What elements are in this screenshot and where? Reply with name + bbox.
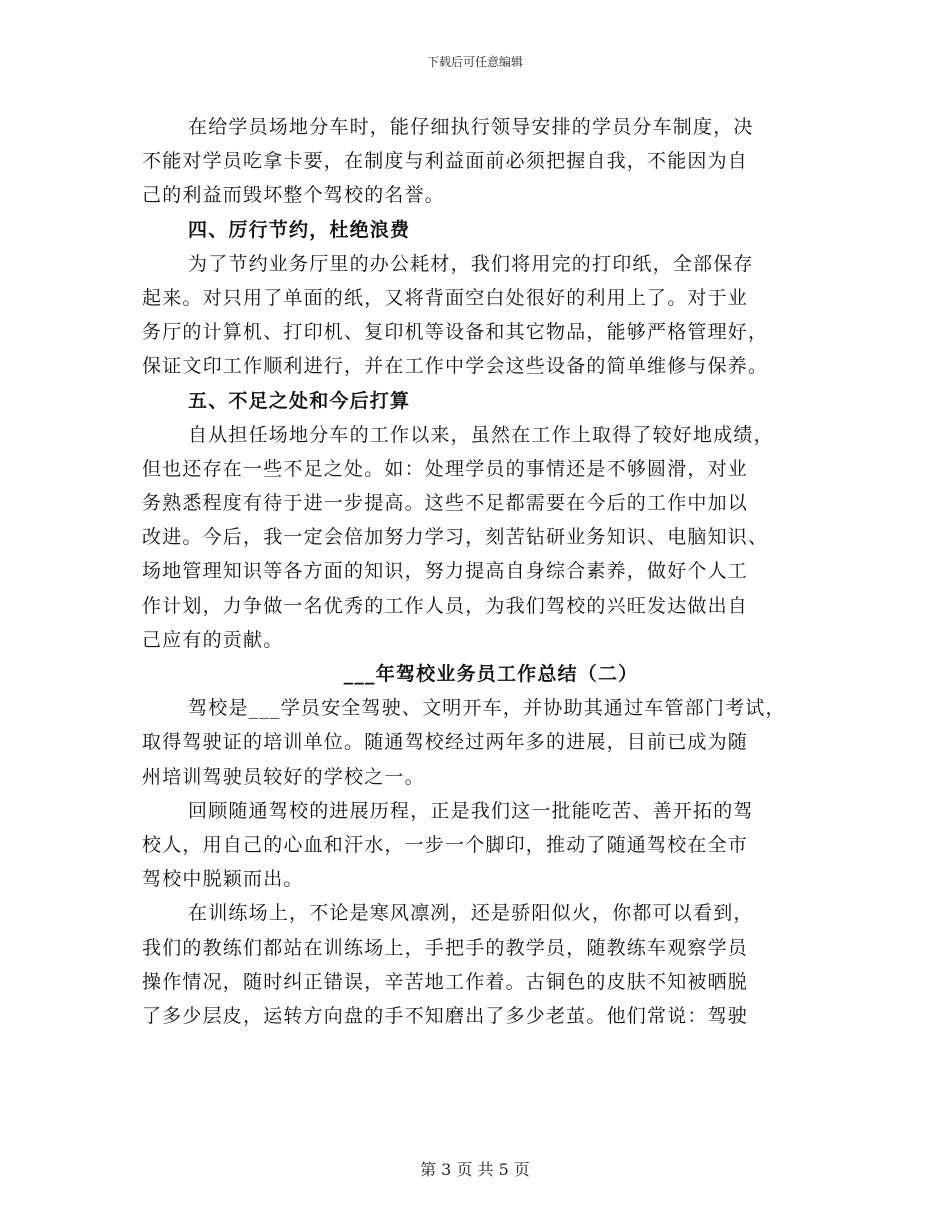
paragraph-line: 回顾随通驾校的进展历程，正是我们这一批能吃苦、善开拓的驾 bbox=[188, 799, 754, 822]
page-number: 第 3 页 共 5 页 bbox=[420, 1160, 530, 1179]
paragraph-line: 为了节约业务厅里的办公耗材，我们将用完的打印纸，全部保存 bbox=[188, 252, 754, 275]
paragraph-line: 务厅的计算机、打印机、复印机等设备和其它物品，能够严格管理好， bbox=[142, 321, 769, 344]
paragraph-line: 州培训驾驶员较好的学校之一。 bbox=[142, 765, 425, 788]
paragraph-line: 务熟悉程度有待于进一步提高。这些不足都需要在今后的工作中加以 bbox=[142, 492, 749, 515]
paragraph-line: 保证文印工作顺利进行，并在工作中学会这些设备的简单维修与保养。 bbox=[142, 355, 769, 378]
document-body bbox=[142, 110, 822, 1033]
paragraph-line: 但也还存在一些不足之处。如：处理学员的事情还是不够圆滑，对业 bbox=[142, 457, 749, 480]
document-title: ___年驾校业务员工作总结（二） bbox=[343, 663, 639, 685]
paragraph-line: 驾校是___学员安全驾驶、文明开车，并协助其通过车管部门考试， bbox=[188, 697, 786, 720]
paragraph-line: 我们的教练们都站在训练场上，手把手的教学员，随教练车观察学员 bbox=[142, 936, 749, 959]
paragraph-line: 取得驾驶证的培训单位。随通驾校经过两年多的进展，目前已成为随 bbox=[142, 731, 749, 754]
paragraph-line: 己应有的贡献。 bbox=[142, 628, 284, 651]
paragraph-line: 作计划，力争做一名优秀的工作人员，为我们驾校的兴旺发达做出自 bbox=[142, 594, 749, 617]
paragraph-line: 在训练场上，不论是寒风凛冽，还是骄阳似火，你都可以看到， bbox=[188, 902, 754, 925]
section-heading: 五、不足之处和今后打算 bbox=[188, 389, 411, 412]
paragraph-line: 改进。今后，我一定会倍加努力学习，刻苦钻研业务知识、电脑知识、 bbox=[142, 526, 769, 549]
paragraph-line: 了多少层皮，运转方向盘的手不知磨出了多少老茧。他们常说：驾驶 bbox=[142, 1004, 749, 1027]
paragraph-line: 在给学员场地分车时，能仔细执行领导安排的学员分车制度，决 bbox=[188, 116, 754, 138]
header-note: 下载后可任意编辑 bbox=[426, 55, 523, 69]
paragraph-line: 场地管理知识等各方面的知识，努力提高自身综合素养，做好个人工 bbox=[142, 560, 749, 583]
paragraph-line: 不能对学员吃拿卡要，在制度与利益面前必须把握自我，不能因为自 bbox=[142, 150, 749, 173]
paragraph-line: 驾校中脱颖而出。 bbox=[142, 868, 304, 891]
paragraph-line: 起来。对只用了单面的纸，又将背面空白处很好的利用上了。对于业 bbox=[142, 286, 749, 309]
paragraph-line: 自从担任场地分车的工作以来，虽然在工作上取得了较好地成绩， bbox=[188, 423, 774, 446]
paragraph-line: 己的利益而毁坏整个驾校的名誉。 bbox=[142, 184, 446, 207]
paragraph-line: 校人，用自己的心血和汗水，一步一个脚印，推动了随通驾校在全市 bbox=[142, 833, 749, 856]
paragraph-line: 操作情况，随时纠正错误，辛苦地工作着。古铜色的皮肤不知被晒脱 bbox=[142, 970, 749, 993]
section-heading: 四、厉行节约，杜绝浪费 bbox=[188, 218, 411, 241]
